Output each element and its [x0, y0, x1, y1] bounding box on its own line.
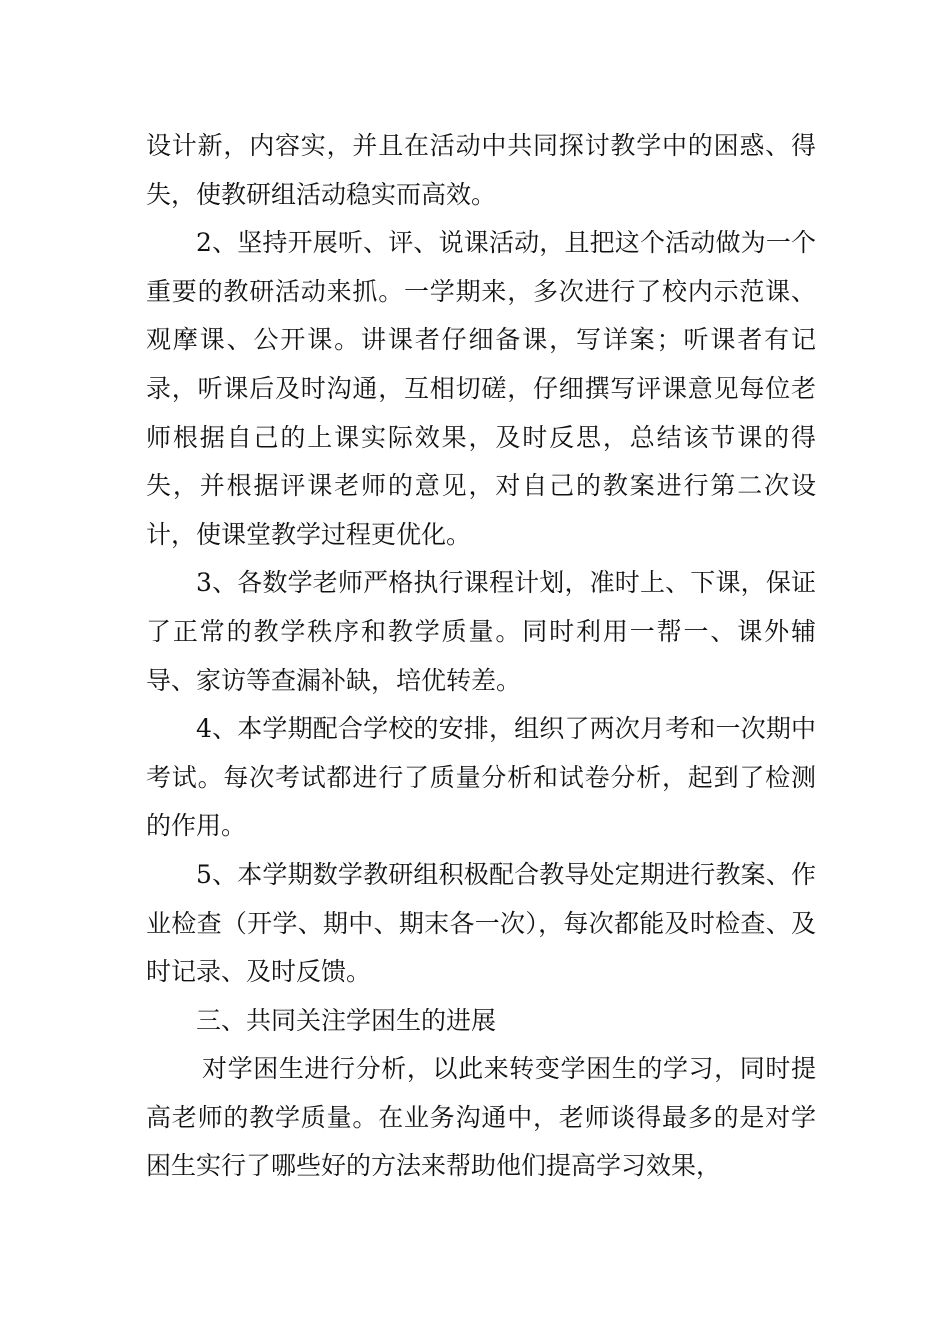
- section-heading-3: 三、共同关注学困生的进展: [196, 1005, 497, 1035]
- paragraph-continuation: 设计新，内容实，并且在活动中共同探讨教学中的困惑、得失，使教研组活动稳实而高效。: [146, 131, 816, 209]
- paragraph-item-3: 3、各数学老师严格执行课程计划，准时上、下课，保证了正常的教学秩序和教学质量。同时利用一帮一、课外辅导、家访等查漏补缺，培优转差。: [146, 568, 816, 695]
- paragraph-item-4: 4、本学期配合学校的安排，组织了两次月考和一次期中考试。每次考试都进行了质量分析和试卷分析，起到了检测的作用。: [146, 714, 816, 841]
- document-body: [146, 122, 816, 1191]
- paragraph-section-3-body: 对学困生进行分析，以此来转变学困生的学习，同时提高老师的教学质量。在业务沟通中，老师谈得最多的是对学困生实行了哪些好的方法来帮助他们提高学习效果，: [146, 1054, 816, 1181]
- paragraph-item-5: 5、本学期数学教研组积极配合教导处定期进行教案、作业检查（开学、期中、期末各一次），每次都能及时检查、及时记录、及时反馈。: [146, 859, 816, 987]
- paragraph-item-2: 2、坚持开展听、评、说课活动，且把这个活动做为一个重要的教研活动来抓。一学期来，多次进行了校内示范课、观摩课、公开课。讲课者仔细备课，写详案；听课者有记录，听课后及时沟通，互相切磋，仔细撰写评课意见每位老师根据自己的上课实际效果，及时反思，总结该节课的得失，并根据评课老师的意见，对自己的教案进行第二次设计，使课堂教学过程更优化。: [146, 228, 816, 549]
